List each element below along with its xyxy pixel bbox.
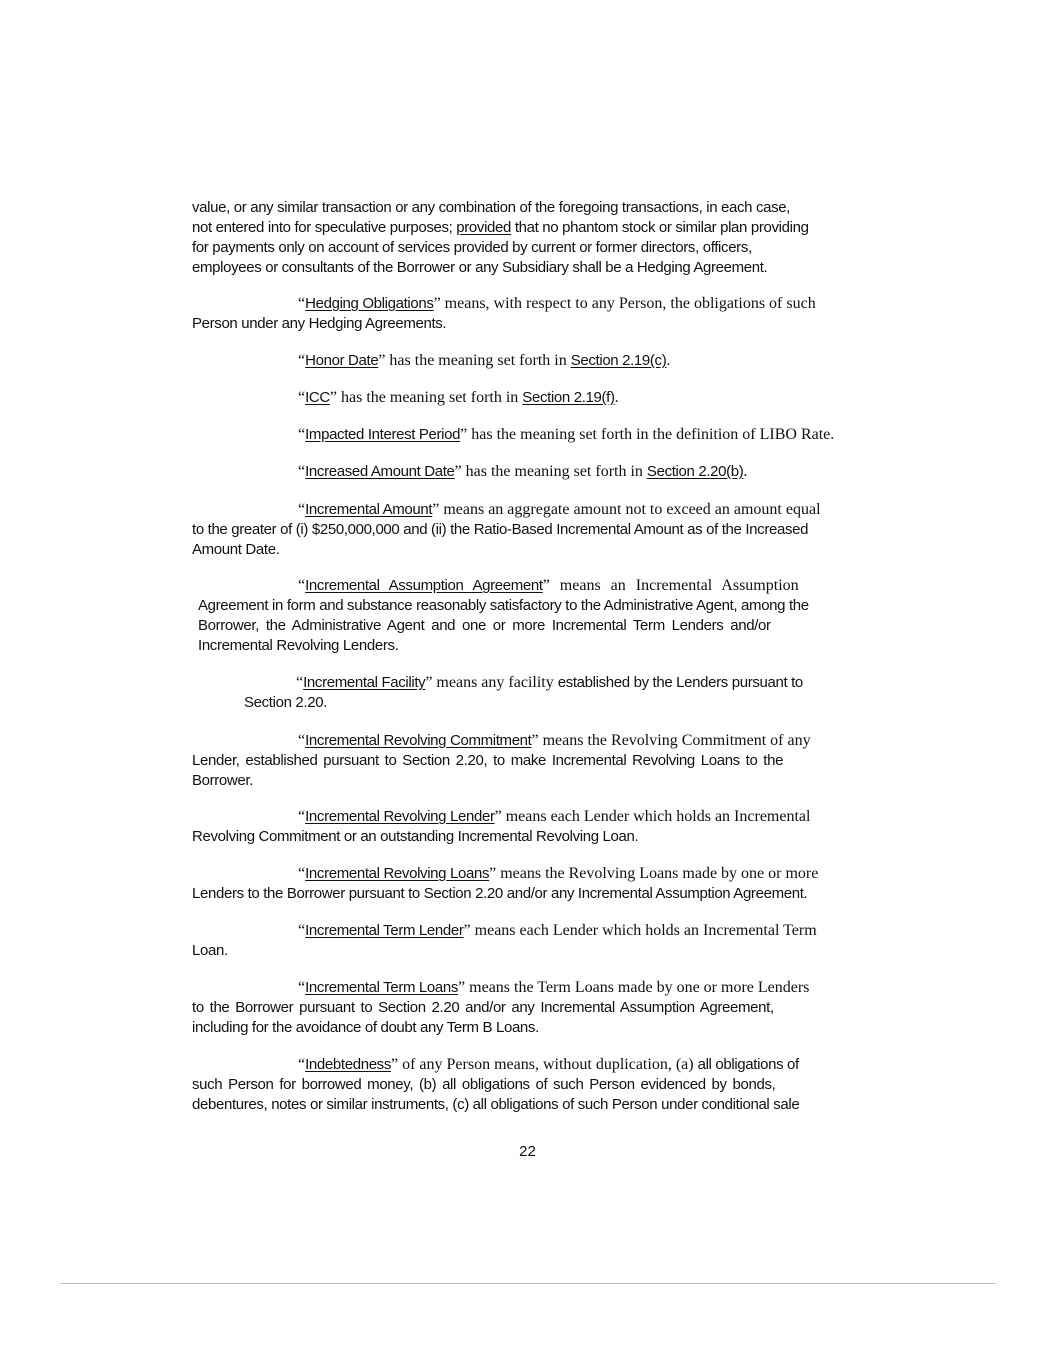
- text-line: for payments only on account of services provided by current or former directors, officers,: [192, 239, 752, 256]
- defined-term: Honor Date: [305, 352, 379, 369]
- defined-term: ICC: [305, 389, 330, 406]
- continuation-paragraph: [192, 198, 866, 278]
- definition-incremental-term-lender: “Incremental Term Lender” means each Lender which holds an Incremental Term Loan.: [192, 922, 817, 959]
- text-line: employees or consultants of the Borrower or any Subsidiary shall be a Hedging Agreement.: [192, 259, 768, 276]
- defined-term: Incremental Term Lender: [305, 922, 464, 939]
- text-line: that no phantom stock or similar plan providing: [511, 219, 809, 236]
- defined-term: Incremental Term Loans: [305, 979, 459, 996]
- definition-incremental-facility: “Incremental Facility” means any facility established by the Lenders pursuant to Section 2.20.: [244, 674, 803, 711]
- definition-increased-amount-date: “Increased Amount Date” has the meaning set forth in Section 2.20(b).: [298, 463, 748, 480]
- definition-impacted-interest-period: “Impacted Interest Period” has the meaning set forth in the definition of LIBO Rate.: [298, 426, 835, 443]
- defined-term: Hedging Obligations: [305, 295, 434, 312]
- definition-icc: “ICC” has the meaning set forth in Section 2.19(f).: [298, 389, 619, 406]
- section-reference: Section 2.19(f): [522, 389, 615, 406]
- page-divider: [60, 1283, 996, 1284]
- definition-honor-date: “Honor Date” has the meaning set forth in Section 2.19(c).: [298, 352, 671, 369]
- provided-term: provided: [456, 219, 512, 236]
- section-reference: Section 2.20(b): [646, 463, 744, 480]
- defined-term: Increased Amount Date: [305, 463, 455, 480]
- defined-term: Incremental Facility: [303, 674, 426, 691]
- definition-incremental-revolving-commitment: “Incremental Revolving Commitment” means the Revolving Commitment of any Lender, established pursuant to Section 2.20, to make Incremental Revolving Loans to the Borrower.: [192, 732, 811, 789]
- definition-incremental-amount: “Incremental Amount” means an aggregate amount not to exceed an amount equal to the greater of (i) $250,000,000 and (ii) the Ratio-Based Incremental Amount as of the Increased Amount Date.: [192, 501, 821, 558]
- definition-hedging-obligations: “Hedging Obligations” means, with respect to any Person, the obligations of such Person under any Hedging Agreements.: [192, 295, 816, 332]
- definition-incremental-term-loans: “Incremental Term Loans” means the Term Loans made by one or more Lenders to the Borrower pursuant to Section 2.20 and/or any Incremental Assumption Agreement, including for the avoidance of doubt any Term B Loans.: [192, 979, 810, 1036]
- defined-term: Indebtedness: [305, 1056, 391, 1073]
- defined-term: Incremental Assumption Agreement: [305, 577, 543, 594]
- definition-indebtedness: “Indebtedness” of any Person means, without duplication, (a) all obligations of such Person for borrowed money, (b) all obligations of such Person evidenced by bonds, debentures, notes or similar instruments, (c) all obligations of such Person under conditional sale: [192, 1056, 800, 1113]
- defined-term: Incremental Revolving Commitment: [305, 732, 532, 749]
- text-line: value, or any similar transaction or any combination of the foregoing transactions, in each case,: [192, 199, 791, 216]
- defined-term: Incremental Amount: [305, 501, 433, 518]
- text-line: not entered into for speculative purposes;: [192, 219, 457, 236]
- defined-term: Incremental Revolving Lender: [305, 808, 495, 825]
- page-number: 22: [519, 1143, 536, 1160]
- defined-term: Impacted Interest Period: [305, 426, 461, 443]
- section-reference: Section 2.19(c): [570, 352, 667, 369]
- definition-incremental-revolving-loans: “Incremental Revolving Loans” means the Revolving Loans made by one or more Lenders to the Borrower pursuant to Section 2.20 and/or any Incremental Assumption Agreement.: [192, 865, 819, 902]
- defined-term: Incremental Revolving Loans: [305, 865, 490, 882]
- definition-incremental-revolving-lender: “Incremental Revolving Lender” means each Lender which holds an Incremental Revolving Commitment or an outstanding Incremental Revolving Loan.: [192, 808, 811, 845]
- definition-incremental-assumption-agreement: “Incremental Assumption Agreement” means an Incremental Assumption Agreement in form and substance reasonably satisfactory to the Administrative Agent, among the Borrower, the Administrative Agent and one or more Incremental Term Lenders and/or Incremental Revolving Lenders.: [198, 577, 809, 654]
